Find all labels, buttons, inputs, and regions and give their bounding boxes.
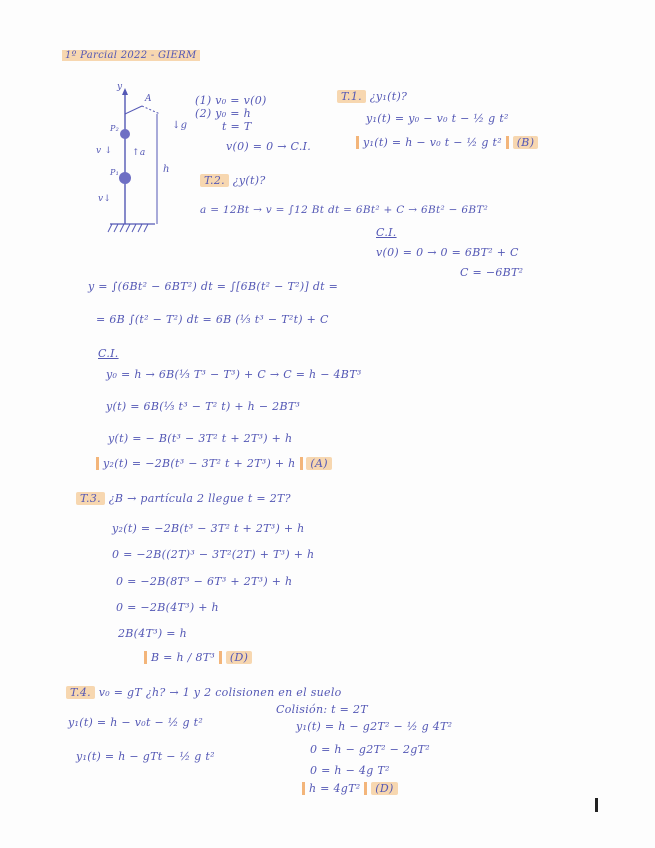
- cond-line-1: (1) v₀ = v(0): [195, 94, 267, 107]
- t4-r1: y₁(t) = h − g2T² − ½ g 4T²: [296, 720, 453, 733]
- t2-ci2-label: C.I.: [98, 347, 119, 360]
- p2-label: P₂: [110, 124, 120, 133]
- t2-sub1: y₀ = h → 6B(⅓ T³ − T³) + C → C = h − 4BT³: [106, 368, 362, 381]
- t2-ci-eq: v(0) = 0 → 0 = 6BT² + C: [376, 246, 519, 259]
- t3-tag: T.3.: [76, 492, 105, 505]
- t4-answer: (D): [371, 782, 397, 795]
- t1-eq1: y₁(t) = y₀ − v₀ t − ½ g t²: [366, 112, 509, 125]
- t2-heading: [200, 174, 266, 187]
- t4-r2: 0 = h − g2T² − 2gT²: [310, 743, 430, 756]
- t1-tag: T.1.: [337, 90, 366, 103]
- t3-line3: 0 = −2B(8T³ − 6T³ + 2T³) + h: [116, 575, 293, 588]
- t1-answer: (B): [513, 136, 539, 149]
- t2-int2: = 6B ∫(t² − T²) dt = 6B (⅓ t³ − T²t) + C: [96, 313, 329, 326]
- t1-eq2: y₁(t) = h − v₀ t − ½ g t²: [356, 136, 509, 149]
- t4-left1: y₁(t) = h − v₀t − ½ g t²: [68, 716, 204, 729]
- cond-line-4: v(0) = 0 → C.I.: [226, 140, 312, 153]
- t2-eq1: a = 12Bt → v = ∫12 Bt dt = 6Bt² + C → 6Bt² − 6BT²: [200, 204, 489, 216]
- t4-collision: Colisión: t = 2T: [276, 703, 368, 716]
- t3-title: ¿B → partícula 2 llegue t = 2T?: [108, 492, 291, 505]
- exam-header: [62, 50, 200, 61]
- t2-ci-label: C.I.: [376, 226, 397, 239]
- header-text: 1º Parcial 2022 - GIERM: [62, 50, 200, 61]
- cond-line-3: t = T: [222, 120, 252, 133]
- page-edge-mark: [595, 798, 598, 812]
- t2-final: y₂(t) = −2B(t³ − 3T² t + 2T³) + h: [96, 457, 303, 470]
- v-label-upper: v ↓: [96, 146, 113, 156]
- t1-eq2-row: [356, 136, 538, 149]
- t3-final: B = h / 8T³: [144, 651, 222, 664]
- t4-final: h = 4gT²: [302, 782, 367, 795]
- t4-r3: 0 = h − 4g T²: [310, 764, 390, 777]
- t3-line1: y₂(t) = −2B(t³ − 3T² t + 2T³) + h: [112, 522, 305, 535]
- particle-diagram: [100, 82, 180, 242]
- v-label-lower: v↓: [98, 194, 112, 204]
- t3-line5: 2B(4T³) = h: [118, 627, 188, 640]
- t2-answer: (A): [306, 457, 331, 470]
- t4-heading: [66, 686, 342, 699]
- p1-label: P₁: [110, 168, 120, 177]
- h-label: h: [163, 164, 170, 175]
- point-a-label: A: [145, 94, 152, 104]
- g-label: ↓g: [172, 120, 188, 131]
- t2-sub2: y(t) = 6B(⅓ t³ − T² t) + h − 2BT³: [106, 400, 301, 413]
- t2-final-row: [96, 457, 332, 470]
- t4-title: v₀ = gT ¿h? → 1 y 2 colisionen en el suelo: [98, 686, 342, 699]
- t2-tag: T.2.: [200, 174, 229, 187]
- t4-left2: y₁(t) = h − gTt − ½ g t²: [76, 750, 215, 763]
- t3-line2: 0 = −2B((2T)³ − 3T²(2T) + T³) + h: [112, 548, 315, 561]
- t2-sub3: y(t) = − B(t³ − 3T² t + 2T³) + h: [108, 432, 293, 445]
- t4-tag: T.4.: [66, 686, 95, 699]
- t3-heading: [76, 492, 291, 505]
- t3-answer: (D): [226, 651, 252, 664]
- t2-int1: y = ∫(6Bt² − 6BT²) dt = ∫[6B(t² − T²)] dt =: [88, 280, 339, 293]
- t3-line4: 0 = −2B(4T³) + h: [116, 601, 219, 614]
- t2-c-eq: C = −6BT²: [460, 266, 524, 279]
- a-label: ↑a: [132, 148, 146, 158]
- t3-final-row: [144, 651, 252, 664]
- t4-final-row: [302, 782, 398, 795]
- cond-line-2: (2) y₀ = h: [195, 107, 251, 120]
- t1-heading: [337, 90, 407, 103]
- axis-label: y: [117, 82, 123, 92]
- t1-title: ¿y₁(t)?: [369, 90, 408, 103]
- t2-title: ¿y(t)?: [232, 174, 266, 187]
